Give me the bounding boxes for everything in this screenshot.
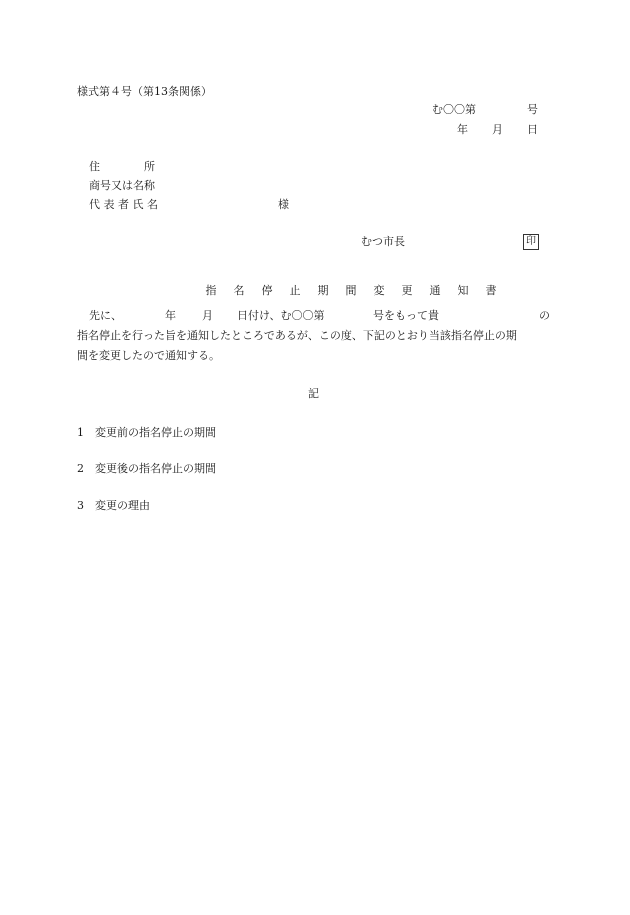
seal-mark: 印 [523, 234, 539, 250]
body-line1-end: の [539, 309, 550, 322]
title-char: 止 [289, 284, 301, 297]
title-char: 通 [429, 284, 441, 297]
representative-label: 代 表 者 氏 名 [89, 198, 158, 211]
document-title [183, 274, 505, 307]
company-label: 商号又は名称 [89, 179, 155, 192]
doc-number-suffix: 号 [527, 103, 538, 116]
body-line1-month: 月 [202, 309, 213, 322]
title-char: 知 [457, 284, 469, 297]
title-char: 書 [485, 284, 497, 297]
issuer-name: むつ市長 [361, 235, 405, 248]
date-year: 年 [457, 123, 468, 136]
item-number: 2 [77, 462, 84, 475]
date-month: 月 [492, 123, 503, 136]
address-label: 住 所 [89, 160, 155, 173]
item-text: 変更の理由 [95, 499, 150, 512]
item-number: 3 [77, 499, 84, 512]
body-line2: 指名停止を行った旨を通知したところであるが、この度、下記のとおり当該指名停止の期 [77, 329, 517, 342]
body-line1-year: 年 [165, 309, 176, 322]
title-char: 指 [205, 284, 217, 297]
item-text: 変更後の指名停止の期間 [95, 462, 216, 475]
title-char: 更 [401, 284, 413, 297]
title-char: 名 [233, 284, 245, 297]
date-day: 日 [527, 123, 538, 136]
body-line3: 間を変更したので通知する。 [77, 349, 220, 362]
title-char: 停 [261, 284, 273, 297]
ki-heading: 記 [308, 387, 319, 400]
item-number: 1 [77, 426, 84, 439]
form-label: 様式第４号（第13条関係） [77, 85, 212, 98]
title-char: 期 [317, 284, 329, 297]
body-line1-number-ref: 号をもって貴 [373, 309, 439, 322]
body-line1-date-ref: 日付け、む〇〇第 [237, 309, 325, 322]
doc-number-prefix: む〇〇第 [432, 103, 476, 116]
body-line1-part1: 先に、 [89, 309, 122, 322]
title-char: 変 [373, 284, 385, 297]
honorific: 様 [278, 198, 289, 211]
item-text: 変更前の指名停止の期間 [95, 426, 216, 439]
title-char: 間 [345, 284, 357, 297]
